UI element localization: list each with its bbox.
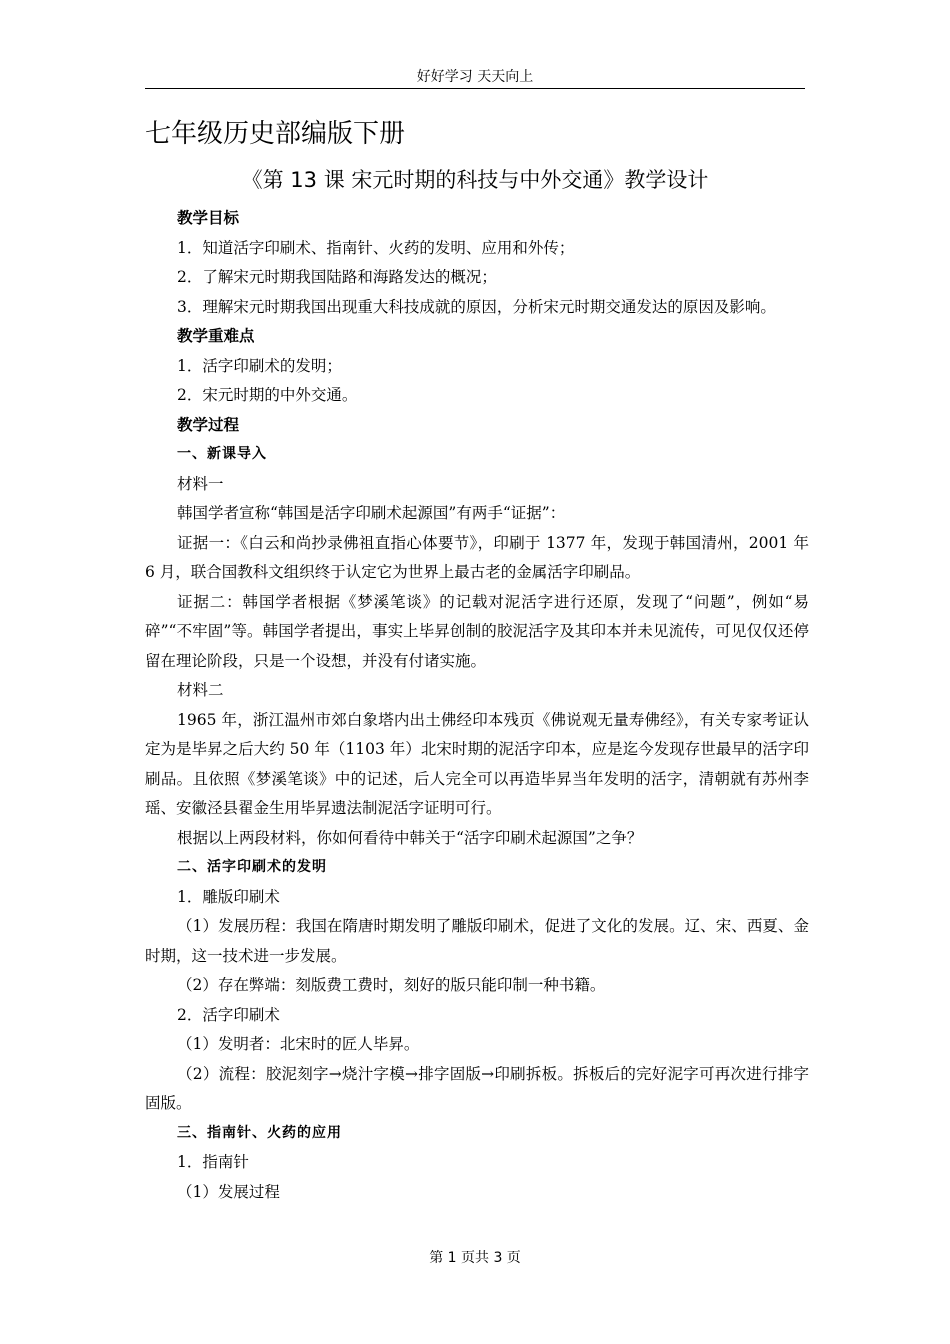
body-paragraph: （1）发展过程 bbox=[177, 1182, 280, 1201]
section-heading: 教学重难点 bbox=[177, 327, 255, 345]
body-paragraph: 2．活字印刷术 bbox=[177, 1005, 280, 1024]
body-paragraph: 韩国学者宣称“韩国是活字印刷术起源国”有两手“证据”： bbox=[177, 504, 566, 522]
document-title: 七年级历史部编版下册 bbox=[145, 119, 406, 149]
section-heading: 教学目标 bbox=[177, 209, 240, 227]
section-heading: 一、新课导入 bbox=[177, 446, 267, 462]
section-heading: 三、指南针、火药的应用 bbox=[177, 1124, 342, 1141]
body-paragraph: （2）流程：胶泥刻字→烧汁字模→排字固版→印刷拆板。拆板后的完好泥字可再次进行排字固版。 bbox=[145, 1064, 809, 1112]
body-paragraph: 1．雕版印刷术 bbox=[177, 887, 280, 906]
body-paragraph: 1965 年，浙江温州市郊白象塔内出土佛经印本残页《佛说观无量寿佛经》，有关专家考证认定为是毕昇之后大约 50 年（1103 年）北宋时期的泥活字印本，应是迄今发现存世最早的活字印刷品。且依照《梦溪笔谈》中的记述，后人完全可以再造毕昇当年发明的活字，清朝就有苏州李瑶、安徽泾县翟金生用毕昇遗法制泥活字证明可行。 bbox=[145, 710, 809, 817]
body-paragraph: 1．指南针 bbox=[177, 1153, 249, 1171]
section-heading: 教学过程 bbox=[177, 415, 240, 434]
body-paragraph: 材料一 bbox=[177, 474, 224, 493]
body-paragraph: 2．宋元时期的中外交通。 bbox=[177, 386, 358, 404]
body-paragraph: 3．理解宋元时期我国出现重大科技成就的原因，分析宋元时期交通发达的原因及影响。 bbox=[177, 297, 776, 316]
body-paragraph: 材料二 bbox=[177, 681, 224, 699]
document-body bbox=[145, 204, 809, 1207]
body-paragraph: 证据二：韩国学者根据《梦溪笔谈》的记载对泥活字进行还原，发现了“问题”，例如“易碎”“不牢固”等。韩国学者提出，事实上毕昇创制的胶泥活字及其印本并未见流传，可见仅仅还停留在理论阶段，只是一个设想，并没有付诸实施。 bbox=[145, 592, 809, 670]
body-paragraph: 2．了解宋元时期我国陆路和海路发达的概况； bbox=[177, 268, 497, 286]
section-heading: 二、活字印刷术的发明 bbox=[177, 859, 327, 875]
body-paragraph: 1．知道活字印刷术、指南针、火药的发明、应用和外传； bbox=[177, 238, 575, 257]
body-paragraph: （1）发明者：北宋时的匠人毕昇。 bbox=[177, 1035, 420, 1053]
page-header: 好好学习 天天向上 bbox=[145, 66, 805, 89]
body-paragraph: （1）发展历程：我国在隋唐时期发明了雕版印刷术，促进了文化的发展。辽、宋、西夏、金时期，这一技术进一步发展。 bbox=[145, 917, 809, 965]
document-subtitle: 《第 13 课 宋元时期的科技与中外交通》教学设计 bbox=[241, 168, 709, 192]
body-paragraph: （2）存在弊端：刻版费工费时，刻好的版只能印制一种书籍。 bbox=[177, 976, 606, 994]
body-paragraph: 1．活字印刷术的发明； bbox=[177, 356, 342, 375]
page-footer: 第 1 页共 3 页 bbox=[429, 1250, 521, 1266]
body-paragraph: 根据以上两段材料，你如何看待中韩关于“活字印刷术起源国”之争？ bbox=[177, 828, 643, 847]
body-paragraph: 证据一：《白云和尚抄录佛祖直指心体要节》，印刷于 1377 年，发现于韩国清州，2001 年 6 月，联合国教科文组织终于认定它为世界上最古老的金属活字印刷品。 bbox=[145, 533, 809, 581]
